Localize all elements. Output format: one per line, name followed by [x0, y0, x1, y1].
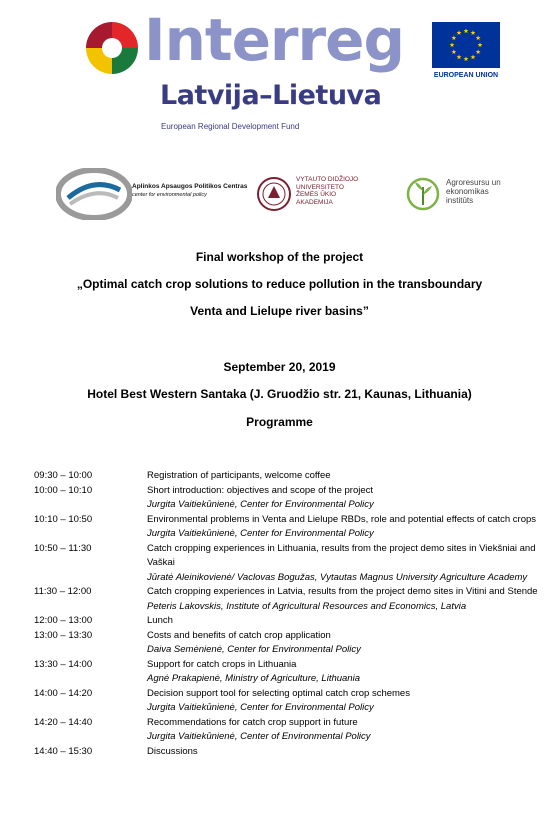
eu-star-icon — [457, 55, 462, 60]
eu-star-icon — [471, 30, 476, 35]
eu-star-icon — [464, 56, 469, 61]
agenda-time: 14:20 – 14:40 — [34, 716, 93, 728]
eu-star-icon — [476, 35, 481, 40]
eu-star-icon — [471, 55, 476, 60]
project-title-line2: Venta and Lielupe river basins” — [190, 304, 369, 318]
event-date: September 20, 2019 — [223, 360, 336, 374]
app-logo — [56, 168, 246, 220]
agenda-speaker: Jurgita Vaitiekūnienė, Center for Environmental Policy — [147, 499, 374, 510]
agenda-row — [34, 585, 539, 614]
eu-star-icon — [451, 35, 456, 40]
agenda-speaker: Jurgita Vaitiekūnienė, Center for Environmental Policy — [147, 528, 374, 539]
agenda-speaker: Agnė Prakapienė, Ministry of Agriculture, Lithuania — [147, 673, 360, 684]
agenda-row — [34, 745, 539, 760]
agenda-speaker: Jurgita Vaitiekūnienė, Center of Environmental Policy — [147, 731, 371, 742]
agenda-topic: Catch cropping experiences in Latvia, results from the project demo sites in Vitini and Stende — [147, 586, 538, 597]
agenda-details — [147, 658, 539, 687]
agenda-topic: Recommendations for catch crop support in future — [147, 716, 358, 728]
agenda-topic: Support for catch crops in Lithuania — [147, 658, 297, 670]
agenda-details — [147, 745, 539, 760]
agenda-row — [34, 469, 539, 484]
project-title-line1: „Optimal catch crop solutions to reduce pollution in the transboundary — [76, 277, 483, 291]
agenda-topic: Lunch — [147, 615, 173, 626]
agenda-topic: Short introduction: objectives and scope of the project — [147, 484, 374, 496]
aei-logo — [406, 174, 526, 214]
agenda-details — [147, 585, 539, 614]
programme-name: Latvija–Lietuva — [160, 80, 382, 111]
agenda-speaker: Jurgita Vaitiekūnienė, Center for Environmental Policy — [147, 702, 374, 713]
agenda-details — [147, 513, 539, 542]
agenda-time: 10:10 – 10:50 — [34, 513, 93, 525]
agenda-row — [34, 658, 539, 687]
agenda-details — [147, 484, 539, 513]
vdu-seal-icon — [256, 176, 292, 212]
eu-star-icon — [464, 28, 469, 33]
interreg-logo — [82, 6, 412, 131]
app-swirl-icon — [56, 168, 132, 220]
agenda-time: 14:00 – 14:20 — [34, 687, 93, 699]
agenda-topic: Costs and benefits of catch crop application — [147, 629, 331, 641]
agenda-time: 13:30 – 14:00 — [34, 658, 93, 670]
agenda-details — [147, 542, 539, 586]
agenda-time: 10:50 – 11:30 — [34, 542, 92, 554]
agenda-topic: Catch cropping experiences in Lithuania, results from the project demo sites in Viekšniai and Vaškai — [147, 542, 536, 568]
agenda-topic: Environmental problems in Venta and Lielupe RBDs, role and potential effects of catch crops — [147, 513, 537, 525]
workshop-title: Final workshop of the project — [195, 250, 364, 264]
agenda-row — [34, 629, 539, 658]
event-venue: Hotel Best Western Santaka (J. Gruodžio str. 21, Kaunas, Lithuania) — [87, 387, 472, 401]
fund-name: European Regional Development Fund — [161, 122, 300, 131]
agenda-table — [34, 469, 539, 759]
agenda-speaker: Daiva Semėnienė, Center for Environmental Policy — [147, 644, 361, 655]
agenda-details — [147, 716, 539, 745]
app-name: Aplinkos Apsaugos Politikos Centras — [132, 183, 248, 190]
interreg-wordmark: Interreg — [144, 6, 404, 74]
agenda-speaker: Peteris Lakovskis, Institute of Agricultural Resources and Economics, Latvia — [147, 600, 467, 612]
agenda-details — [147, 469, 539, 484]
eu-star-icon — [457, 30, 462, 35]
aei-name: Agroresursu un ekonomikas institūts — [446, 178, 501, 205]
agenda-time: 14:40 – 15:30 — [34, 745, 93, 757]
agenda-row — [34, 484, 539, 513]
agenda-row — [34, 614, 539, 629]
agenda-row — [34, 687, 539, 716]
agenda-time: 09:30 – 10:00 — [34, 470, 93, 481]
eu-star-icon — [476, 49, 481, 54]
agenda-details — [147, 629, 539, 658]
agenda-topic: Registration of participants, welcome coffee — [147, 470, 331, 481]
agenda-details — [147, 687, 539, 716]
vdu-logo — [256, 172, 376, 216]
aei-leaf-icon — [406, 177, 440, 211]
agenda-speaker: Jūratė Aleinikovienė/ Vaclovas Bogužas, Vytautas Magnus University Agriculture Academy — [147, 571, 528, 583]
eu-star-icon — [451, 49, 456, 54]
agenda-time: 11:30 – 12:00 — [34, 586, 92, 597]
app-subtitle: center for environmental policy — [132, 192, 207, 198]
agenda-row — [34, 716, 539, 745]
agenda-details — [147, 614, 539, 629]
eu-flag-icon — [432, 22, 500, 68]
eu-label: EUROPEAN UNION — [433, 72, 499, 79]
agenda-time: 10:00 – 10:10 — [34, 484, 93, 496]
eu-star-icon — [478, 42, 483, 47]
agenda-row — [34, 542, 539, 586]
agenda-time: 12:00 – 13:00 — [34, 615, 93, 626]
agenda-topic: Discussions — [147, 745, 198, 757]
eu-star-icon — [450, 42, 455, 47]
interreg-emblem-icon — [82, 18, 142, 78]
agenda-topic: Decision support tool for selecting optimal catch crop schemes — [147, 687, 410, 699]
programme-heading: Programme — [246, 415, 313, 429]
agenda-row — [34, 513, 539, 542]
agenda-time: 13:00 – 13:30 — [34, 629, 93, 641]
vdu-name: VYTAUTO DIDŽIOJO UNIVERSITETO ŽEMĖS ŪKIO AKADEMIJA — [296, 176, 359, 206]
